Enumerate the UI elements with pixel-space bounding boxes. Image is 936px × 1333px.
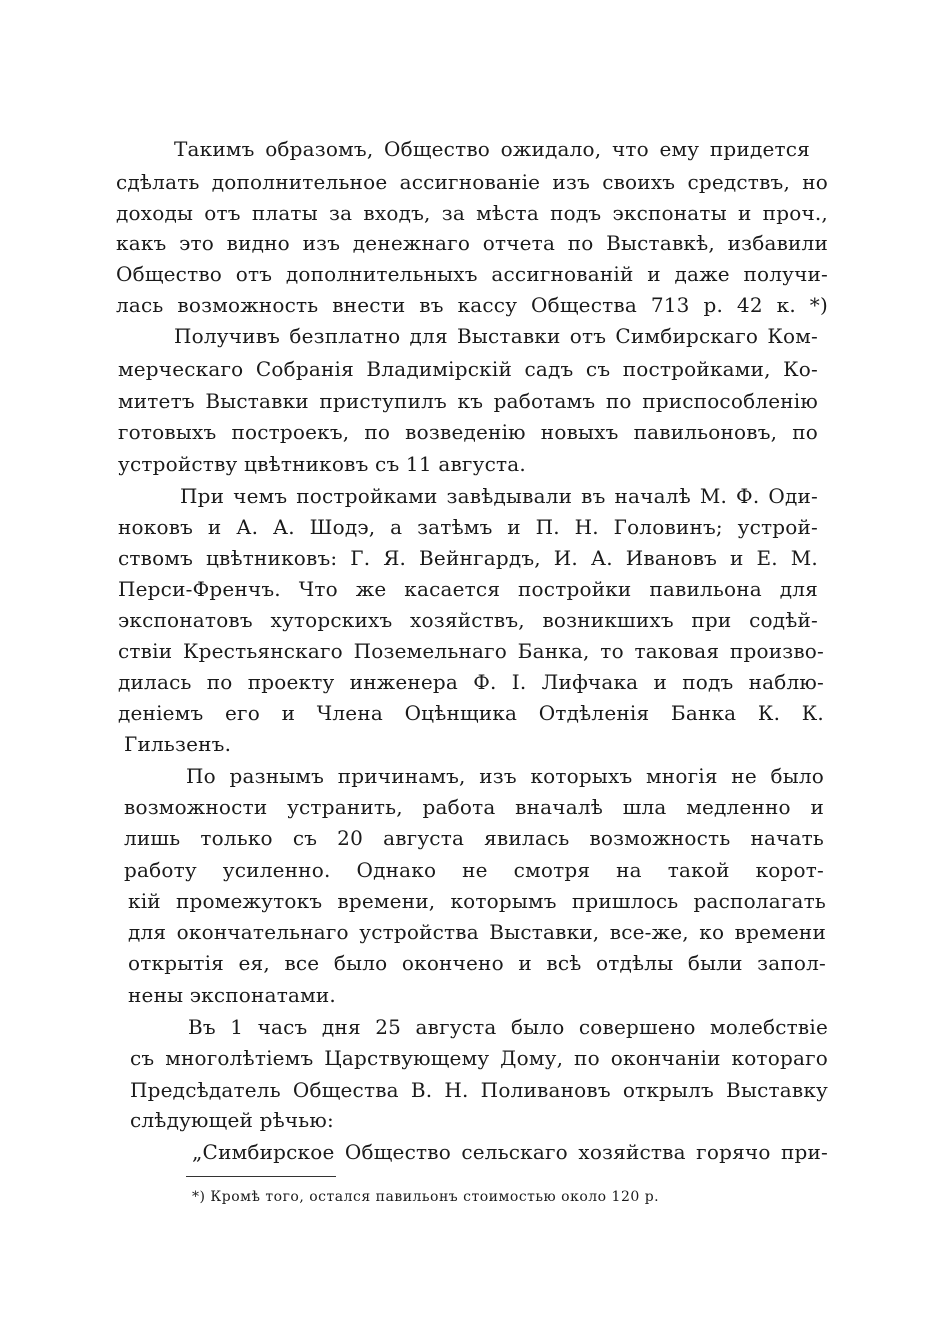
text-line: Гильзенъ.	[124, 732, 232, 756]
text-line: ноковъ и А. А. Шодэ, а затѣмъ и П. Н. Головинъ; устрой-	[118, 515, 818, 539]
text-line: доходы отъ платы за входъ, за мѣста подъ экспонаты и проч.,	[116, 201, 828, 225]
text-line: лась возможность внести въ кассу Общества 713 р. 42 к. *)	[116, 293, 828, 317]
text-line: готовыхъ построекъ, по возведенію новыхъ павильоновъ, по	[118, 420, 818, 444]
text-line: деніемъ его и Члена Оцѣнщика Отдѣленія Банка К. К.	[118, 701, 824, 725]
text-line: По разнымъ причинамъ, изъ которыхъ многія не было	[186, 764, 824, 788]
text-line: Получивъ безплатно для Выставки отъ Симбирскаго Ком-	[174, 324, 818, 348]
text-line: нены экспонатами.	[128, 983, 336, 1007]
text-line: При чемъ постройками завѣдывали въ началѣ М. Ф. Оди-	[180, 484, 818, 508]
footnote: *) Кромѣ того, остался павильонъ стоимостью около 120 р.	[192, 1189, 660, 1205]
text-line: кій промежутокъ времени, которымъ пришлось располагать	[128, 889, 826, 913]
text-line: слѣдующей рѣчью:	[130, 1108, 334, 1132]
text-line: Такимъ образомъ, Общество ожидало, что ему придется	[174, 137, 810, 161]
text-line: митетъ Выставки приступилъ къ работамъ по приспособленію	[118, 389, 818, 413]
text-line: лишь только съ 20 августа явилась возможность начать	[124, 826, 824, 850]
text-line: мерческаго Собранія Владимірскій садъ съ постройками, Ко-	[118, 357, 818, 381]
text-line: Перси-Френчъ. Что же касается постройки павильона для	[118, 577, 818, 601]
footnote-divider	[186, 1176, 336, 1177]
text-line: сдѣлать дополнительное ассигнованіе изъ своихъ средствъ, но	[116, 170, 828, 194]
text-line: дилась по проекту инженера Ф. І. Лифчака и подъ наблю-	[118, 670, 824, 694]
text-line: возможности устранить, работа вначалѣ шла медленно и	[124, 795, 824, 819]
text-line: работу усиленно. Однако не смотря на такой корот-	[124, 858, 824, 882]
text-line: экспонатовъ хуторскихъ хозяйствъ, возникшихъ при содѣй-	[118, 608, 818, 632]
text-line: ствомъ цвѣтниковъ: Г. Я. Вейнгардъ, И. А. Ивановъ и Е. М.	[118, 546, 818, 570]
text-line: Предсѣдатель Общества В. Н. Поливановъ открылъ Выставку	[130, 1078, 828, 1102]
text-line: Въ 1 часъ дня 25 августа было совершено молебствіе	[188, 1015, 828, 1039]
text-line: открытія ея, все было окончено и всѣ отдѣлы были запол-	[128, 951, 826, 975]
text-line: „Симбирское Общество сельскаго хозяйства горячо при-	[192, 1140, 828, 1164]
text-line: ствіи Крестьянскаго Поземельнаго Банка, то таковая произво-	[118, 639, 824, 663]
text-line: устройству цвѣтниковъ съ 11 августа.	[118, 452, 526, 476]
text-line: съ многолѣтіемъ Царствующему Дому, по окончаніи котораго	[130, 1046, 828, 1070]
text-line: для окончательнаго устройства Выставки, все-же, ко времени	[128, 920, 826, 944]
text-line: Общество отъ дополнительныхъ ассигнованій и даже получи-	[116, 262, 828, 286]
text-line: какъ это видно изъ денежнаго отчета по Выставкѣ, избавили	[116, 231, 828, 255]
